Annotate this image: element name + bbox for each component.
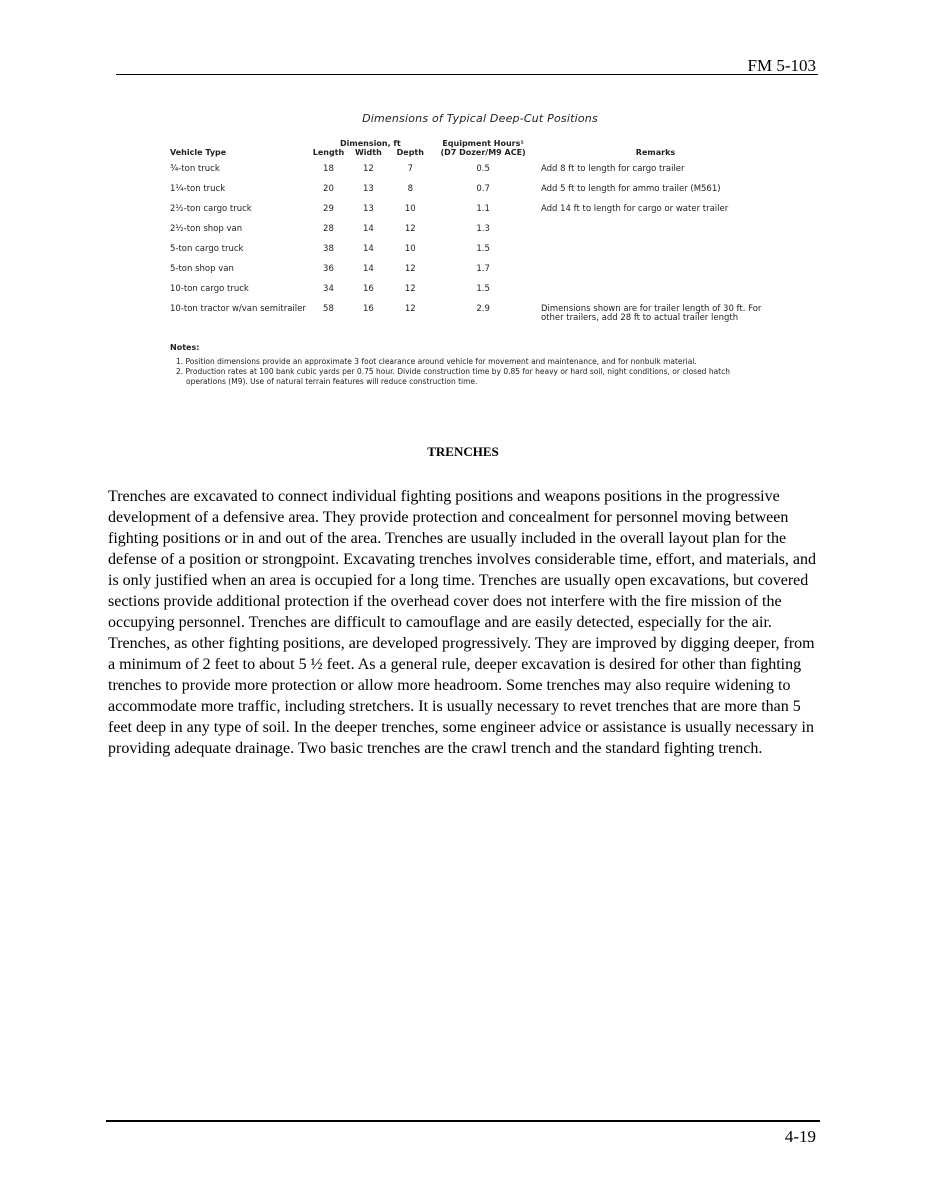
cell-depth: 12 [404,224,416,234]
cell-vehicle: 2½-ton cargo truck [170,204,252,214]
cell-length: 29 [323,204,334,214]
figure-title: Dimensions of Typical Deep-Cut Positions [362,112,598,125]
cell-vehicle: ¾-ton truck [170,164,220,174]
table-row [170,205,770,225]
cell-hours: 0.7 [476,184,490,194]
footer-rule [106,1120,820,1122]
cell-length: 18 [323,164,334,174]
cell-length: 28 [323,224,334,234]
notes-label: Notes: [170,343,200,352]
header-dimension-group: Dimension, ft [340,139,401,148]
cell-hours: 1.5 [476,244,490,254]
cell-hours: 2.9 [476,304,490,314]
cell-depth: 12 [404,264,416,274]
cell-remarks: Add 8 ft to length for cargo trailer [540,164,685,174]
cell-vehicle: 2½-ton shop van [170,224,243,234]
cell-length: 38 [323,244,334,254]
table-row [170,225,770,245]
cell-width: 12 [362,164,374,174]
cell-remarks [533,285,770,305]
body-paragraph: Trenches are excavated to connect individual fighting positions and weapons positions in the progressive development of a defensive area. They provide protection and concealment for personnel moving between fighting positions or in and out of the area. Trenches are usually included in the overall layout plan for the defense of a position or strongpoint. Excavating trenches involves considerable time, effort, and materials, and is only justified when an area is occupied for a long time. Trenches are usually open excavations, but covered sections provide additional protection if the overhead cover does not interfere with the fire mission of the occupying personnel. Trenches are difficult to camouflage and are easily detected, especially for the air. Trenches, as other fighting positions, are developed progressively. They are improved by digging deeper, from a minimum of 2 feet to about 5 ½ feet. As a general rule, deeper excavation is desired for other than fighting trenches to provide more protection or allow more headroom. Some trenches may also require widening to accommodate more traffic, including stretchers. It is usually necessary to revet trenches that are more than 5 feet deep in any type of soil. In the deeper trenches, some engineer advice or assistance is usually necessary in providing adequate drainage. Two basic trenches are the crawl trench and the standard fighting trench. [108,488,816,757]
cell-vehicle: 10-ton cargo truck [170,284,249,294]
page-number: 4-19 [784,1127,816,1146]
header-equipment-hours: Equipment Hours¹ (D7 Dozer/M9 ACE) [440,139,526,157]
cell-depth: 10 [404,244,416,254]
cell-remarks: Add 14 ft to length for cargo or water trailer [540,204,729,214]
note-item: 2. Production rates at 100 bank cubic yards per 0.75 hour. Divide construction time by 0.85 for heavy or hard soil, night conditions, or closed hatch operations (M9). Use of natural terrain features will reduce construction time. [176,367,730,386]
cell-vehicle: 10-ton tractor w/van semitrailer [170,304,306,314]
section-heading: TRENCHES [427,444,499,459]
cell-remarks [533,225,770,245]
cell-hours: 1.3 [476,224,490,234]
cell-depth: 7 [407,164,414,174]
table-row [170,165,770,185]
cell-depth: 8 [407,184,414,194]
cell-vehicle: 5-ton cargo truck [170,244,244,254]
cell-length: 20 [323,184,334,194]
table-notes [170,343,770,387]
cell-remarks: Dimensions shown are for trailer length of 30 ft. For other trailers, add 28 ft to actual trailer length [540,304,762,323]
header-rule [116,74,818,75]
cell-remarks: Add 5 ft to length for ammo trailer (M561) [540,184,721,194]
table-row [170,285,770,305]
cell-remarks [533,265,770,285]
table-row [170,245,770,265]
cell-length: 34 [323,284,334,294]
note-item: 1. Position dimensions provide an approximate 3 foot clearance around vehicle for movement and maintenance, and for nonbulk material. [176,357,697,366]
cell-width: 16 [362,284,374,294]
cell-width: 14 [362,244,374,254]
header-vehicle-type: Vehicle Type [170,148,227,157]
table-row [170,265,770,285]
dimensions-table [170,139,770,339]
running-header: FM 5-103 [747,56,816,75]
cell-depth: 10 [404,204,416,214]
header-length: Length [312,148,345,157]
cell-width: 14 [362,224,374,234]
cell-depth: 12 [404,284,416,294]
cell-vehicle: 1¼-ton truck [170,184,226,194]
cell-hours: 0.5 [476,164,490,174]
cell-width: 13 [362,184,374,194]
table-row [170,185,770,205]
cell-depth: 12 [404,304,416,314]
header-width: Width [354,148,382,157]
cell-length: 58 [323,304,334,314]
cell-width: 13 [362,204,374,214]
cell-width: 16 [362,304,374,314]
cell-hours: 1.1 [476,204,490,214]
cell-length: 36 [323,264,334,274]
cell-hours: 1.7 [476,264,490,274]
cell-remarks [533,245,770,265]
header-depth: Depth [396,148,424,157]
cell-hours: 1.5 [476,284,490,294]
header-remarks: Remarks [635,148,676,157]
deep-cut-positions-figure [170,112,770,387]
cell-vehicle: 5-ton shop van [170,264,234,274]
table-row [170,305,770,339]
cell-width: 14 [362,264,374,274]
